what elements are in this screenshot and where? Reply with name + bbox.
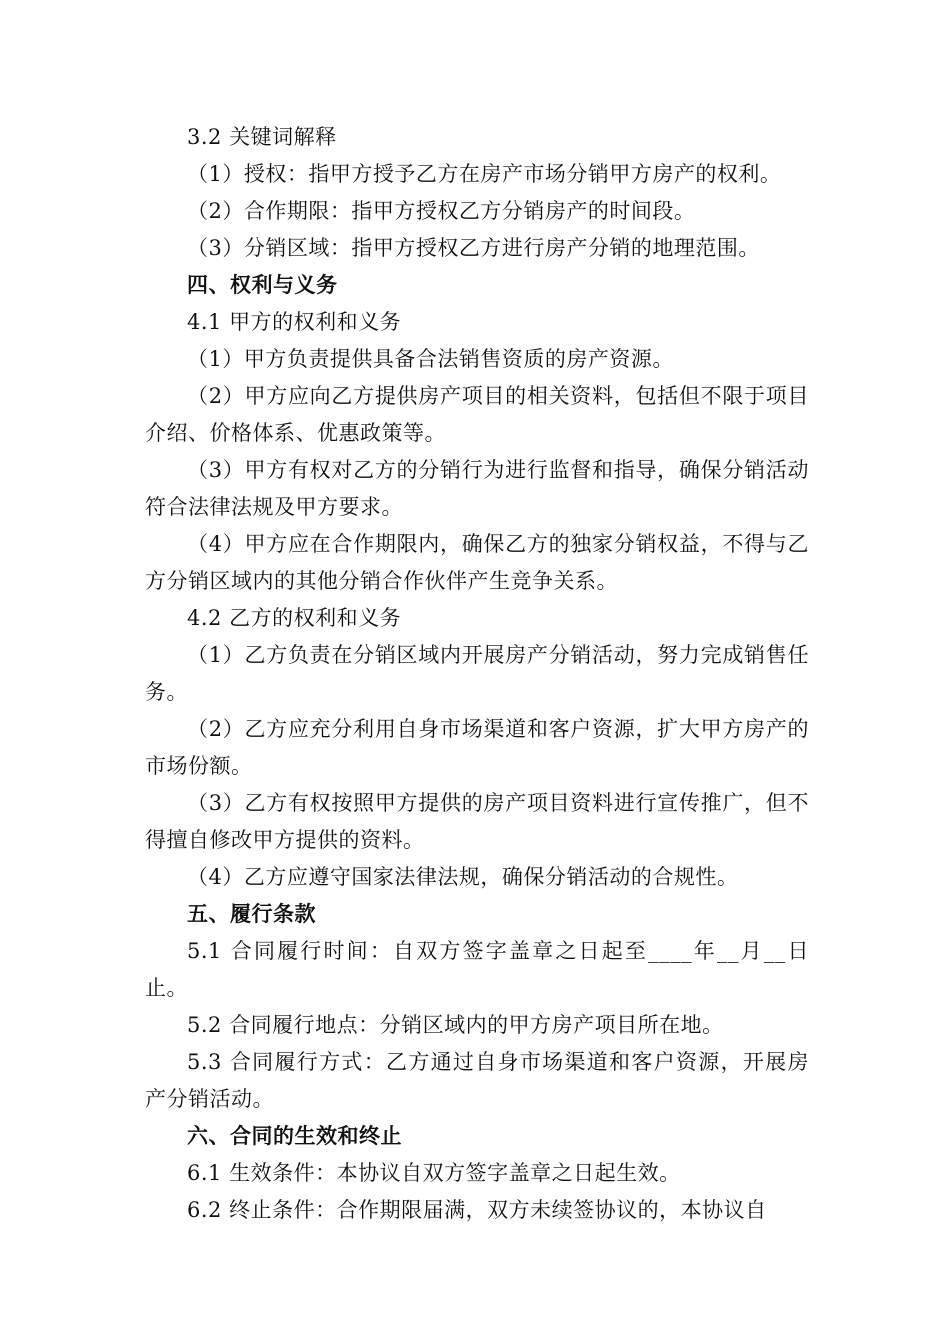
list-item: （2）甲方应向乙方提供房产项目的相关资料，包括但不限于项目介绍、价格体系、优惠政策等。 — [145, 384, 809, 445]
list-item: （4）乙方应遵守国家法律法规，确保分销活动的合规性。 — [187, 865, 739, 889]
list-item: （1）授权：指甲方授予乙方在房产市场分销甲方房产的权利。 — [187, 162, 782, 186]
subsection-title: 4.1 甲方的权利和义务 — [187, 310, 402, 334]
subsection-title: 4.2 乙方的权利和义务 — [187, 606, 402, 630]
list-item: （1）乙方负责在分销区域内开展房产分销活动，努力完成销售任务。 — [145, 643, 809, 704]
list-item: （1）甲方负责提供具备合法销售资质的房产资源。 — [187, 347, 674, 371]
subsection-title: 3.2 关键词解释 — [187, 125, 337, 149]
clause: 6.1 生效条件：本协议自双方签字盖章之日起生效。 — [187, 1161, 681, 1185]
clause: 5.3 合同履行方式：乙方通过自身市场渠道和客户资源，开展房产分销活动。 — [145, 1050, 809, 1111]
section-heading: 五、履行条款 — [187, 902, 316, 926]
clause: 6.2 终止条件：合作期限届满，双方未续签协议的，本协议自 — [187, 1198, 767, 1222]
section-heading: 四、权利与义务 — [187, 273, 338, 297]
list-item: （2）合作期限：指甲方授权乙方分销房产的时间段。 — [187, 199, 696, 223]
list-item: （4）甲方应在合作期限内，确保乙方的独家分销权益，不得与乙方分销区域内的其他分销合作伙伴产生竞争关系。 — [145, 532, 809, 593]
list-item: （2）乙方应充分利用自身市场渠道和客户资源，扩大甲方房产的市场份额。 — [145, 717, 809, 778]
clause: 5.2 合同履行地点：分销区域内的甲方房产项目所在地。 — [187, 1013, 724, 1037]
document-body — [145, 119, 809, 1229]
list-item: （3）甲方有权对乙方的分销行为进行监督和指导，确保分销活动符合法律法规及甲方要求。 — [145, 458, 809, 519]
list-item: （3）乙方有权按照甲方提供的房产项目资料进行宣传推广，但不得擅自修改甲方提供的资料。 — [145, 791, 809, 852]
clause: 5.1 合同履行时间：自双方签字盖章之日起至____年__月__日止。 — [145, 939, 809, 1000]
section-heading: 六、合同的生效和终止 — [187, 1124, 402, 1148]
list-item: （3）分销区域：指甲方授权乙方进行房产分销的地理范围。 — [187, 236, 760, 260]
